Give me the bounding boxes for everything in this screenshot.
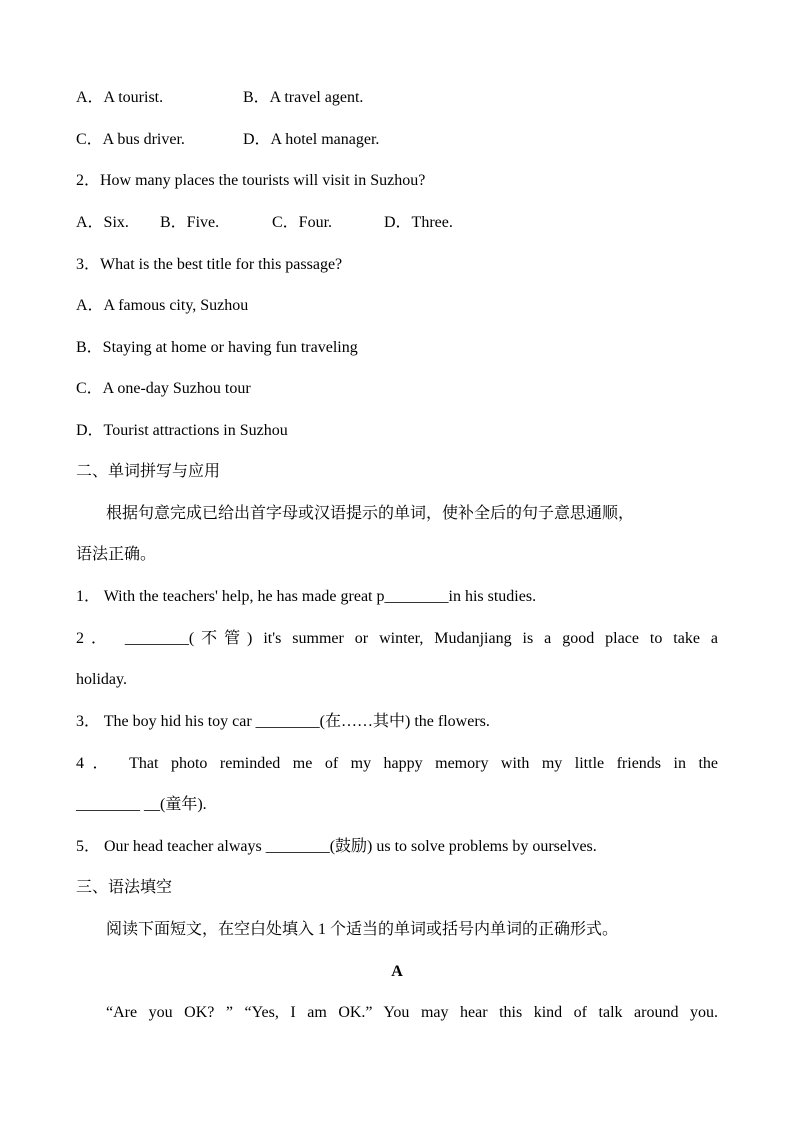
q1-option-d: D．A hotel manager. [243, 131, 380, 148]
section2-item-3: 3． The boy hid his toy car ________(在……其中) the flowers. [76, 713, 490, 730]
section2-item-2: 2． ________(不管) it's summer or winter, Mudanjiang is a good place to take a [76, 630, 718, 647]
section2-item-1: 1． With the teachers' help, he has made great p________in his studies. [76, 588, 537, 605]
section2-heading: 二、单词拼写与应用 [76, 463, 221, 480]
q3-question: 3．What is the best title for this passage? [76, 256, 343, 273]
section2-instruction-line1: 根据句意完成已给出首字母或汉语提示的单词，使补全后的句子意思通顺， [106, 505, 635, 522]
section2-item-5: 5． Our head teacher always ________(鼓励) us to solve problems by ourselves. [76, 838, 597, 855]
section2-item-4-cont: ________ __(童年). [76, 796, 207, 813]
q1-option-b: B．A travel agent. [243, 89, 364, 106]
section3-heading: 三、语法填空 [76, 879, 173, 896]
passage-label: A [391, 963, 403, 980]
q3-option-a: A．A famous city, Suzhou [76, 297, 249, 314]
q1-option-a: A．A tourist. [76, 89, 164, 106]
section3-instruction: 阅读下面短文，在空白处填入 1 个适当的单词或括号内单词的正确形式。 [106, 921, 619, 938]
q3-option-d: D．Tourist attractions in Suzhou [76, 422, 288, 439]
section2-item-2-cont: holiday. [76, 671, 127, 688]
q2-option-c: C．Four. [272, 214, 333, 231]
q2-question: 2．How many places the tourists will visit in Suzhou? [76, 172, 426, 189]
q1-option-c: C．A bus driver. [76, 131, 185, 148]
section2-instruction-line2: 语法正确。 [76, 546, 157, 563]
q3-option-b: B．Staying at home or having fun traveling [76, 339, 358, 356]
q3-option-c: C．A one-day Suzhou tour [76, 380, 251, 397]
q2-option-b: B．Five. [160, 214, 220, 231]
passage-line-1: “Are you OK? ” “Yes, I am OK.” You may hear this kind of talk around you. [106, 1004, 718, 1021]
q2-option-d: D．Three. [384, 214, 453, 231]
q2-option-a: A．Six. [76, 214, 129, 231]
section2-item-4: 4． That photo reminded me of my happy memory with my little friends in the [76, 755, 718, 772]
